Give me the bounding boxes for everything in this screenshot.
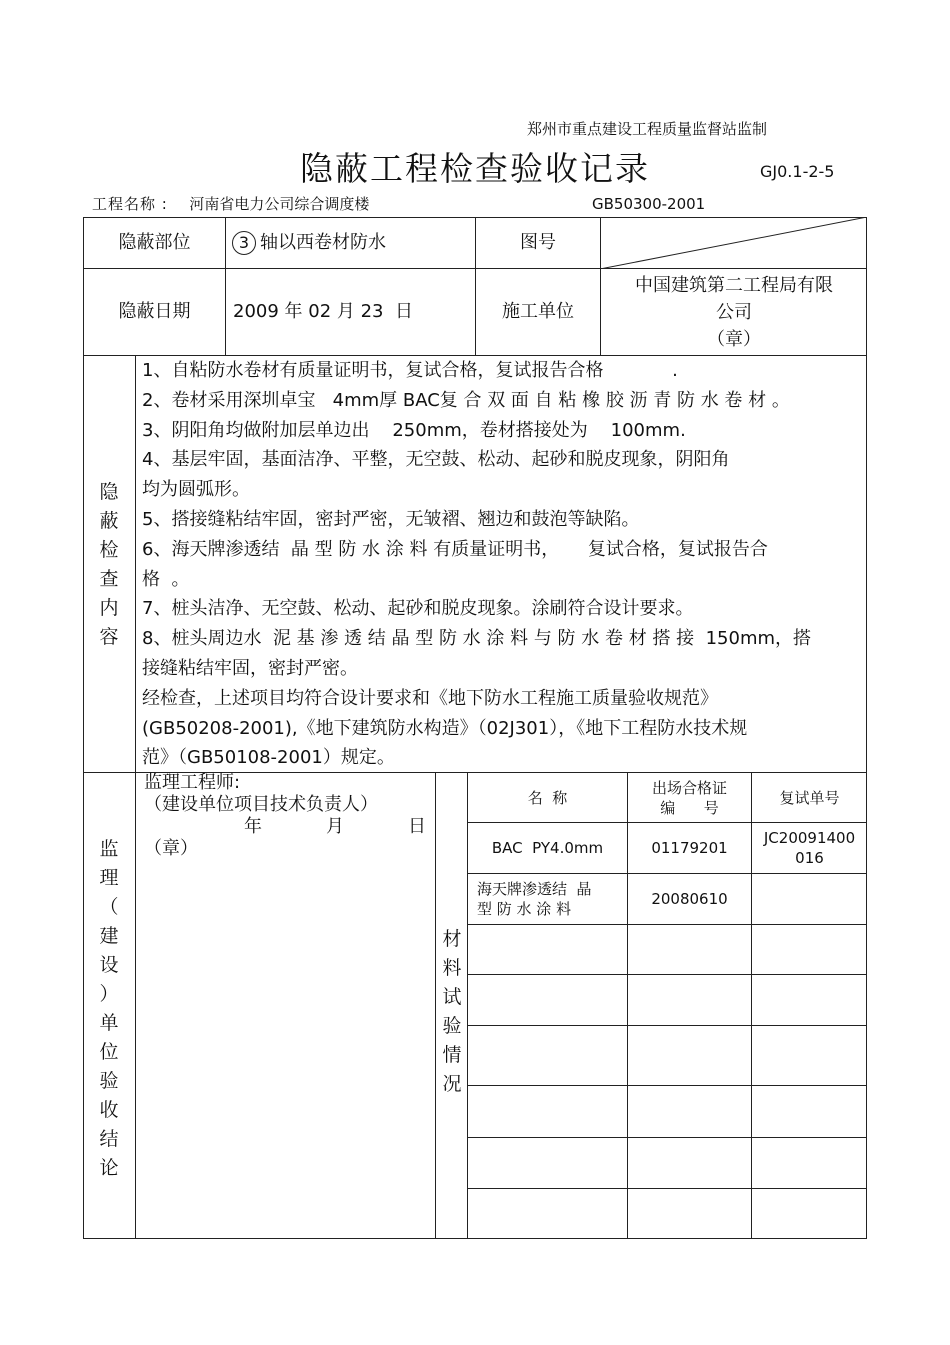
inspection-line: 格 。 <box>142 568 190 590</box>
conclusion-seal: （章） <box>144 838 198 859</box>
owner-label: （建设单位项目技术负责人） <box>144 794 378 815</box>
inspection-line: 3、阴阳角均做附加层单边出 250mm，卷材搭接处为 100mm. <box>142 419 686 441</box>
hidden-date-label: 隐蔽日期 <box>118 301 191 322</box>
mat-row-divider <box>467 974 867 975</box>
col-name-header: 名 称 <box>527 788 568 807</box>
mat-row-divider <box>467 924 867 925</box>
inspection-line: 8、桩头周边水 泥 基 渗 透 结 晶 型 防 水 涂 料 与 防 水 卷 材 搭 接 150mm，搭 <box>142 628 812 650</box>
drawing-diagonal <box>600 217 867 269</box>
project-name: 河南省电力公司综合调度楼 <box>189 195 370 213</box>
mat-row-divider <box>467 1137 867 1138</box>
drawing-number-label: 图号 <box>520 232 556 253</box>
inspection-content <box>142 356 860 773</box>
mat-row-divider <box>467 1188 867 1189</box>
material-test-label: 材 料 试 验 情 况 <box>442 928 462 1095</box>
material-name: 海天牌渗透结 晶 型 防 水 涂 料 <box>477 880 592 918</box>
col-retest-header: 复试单号 <box>779 788 840 807</box>
construction-unit-value <box>601 269 867 355</box>
inspection-line: 经检查，上述项目均符合设计要求和《地下防水工程施工质量验收规范》 <box>142 687 718 709</box>
mat-row-divider <box>467 1025 867 1026</box>
hidden-part-label: 隐蔽部位 <box>118 232 191 253</box>
inspection-line: 5、搭接缝粘结牢固，密封严密，无皱褶、翘边和鼓泡等缺陷。 <box>142 508 640 530</box>
page-title: 隐蔽工程检查验收记录 <box>300 149 650 188</box>
unit-seal: （章） <box>707 328 761 350</box>
inspection-side-label: 隐 蔽 检 查 内 容 <box>99 481 119 648</box>
hidden-date-value: 2009 年 02 月 23 日 <box>233 301 413 322</box>
standard-code: GB50300-2001 <box>592 195 706 213</box>
sign-date: 年 月 日 <box>244 816 426 837</box>
engineer-label: 监理工程师: <box>144 772 241 793</box>
mat-row-divider <box>467 1085 867 1086</box>
inspection-line: 4、基层牢固，基面洁净、平整，无空鼓、松动、起砂和脱皮现象，阴阳角 <box>142 449 730 471</box>
inspection-line: 6、海天牌渗透结 晶 型 防 水 涂 料 有质量证明书， 复试合格，复试报告合 <box>142 538 768 560</box>
project-label: 工程名称 : <box>92 195 168 213</box>
inspection-line: 均为圆弧形。 <box>142 479 250 501</box>
construction-unit-label: 施工单位 <box>502 301 574 322</box>
inspection-line: 2、卷材采用深圳卓宝 4mm厚 BAC复 合 双 面 自 粘 橡 胶 沥 青 防 水 卷 材 。 <box>142 389 790 411</box>
inspection-line: 7、桩头洁净、无空鼓、松动、起砂和脱皮现象。涂刷符合设计要求。 <box>142 598 694 620</box>
axis-circle: 3 <box>232 231 256 255</box>
col-cert-header: 出场合格证 编 号 <box>651 778 727 817</box>
unit-line-1: 中国建筑第二工程局有限 <box>635 274 833 296</box>
col-divider <box>135 355 136 1239</box>
inspection-line: (GB50208-2001),《地下建筑防水构造》（02J301），《地下工程防水技术规 <box>142 717 748 739</box>
hidden-part-text: 轴以西卷材防水 <box>260 232 386 253</box>
material-cert: 20080610 <box>651 890 728 908</box>
supervisor-text: 郑州市重点建设工程质量监督站监制 <box>527 120 768 138</box>
inspection-line: 范》（GB50108-2001）规定。 <box>142 747 395 769</box>
material-name: BAC PY4.0mm <box>491 839 604 857</box>
inspection-line: 1、自粘防水卷材有质量证明书，复试合格，复试报告合格 . <box>142 360 678 381</box>
inspection-line: 接缝粘结牢固，密封严密。 <box>142 657 358 679</box>
hidden-part-value <box>226 218 475 268</box>
supervisor-signature <box>144 772 426 860</box>
form-code: GJ0.1-2-5 <box>760 162 835 181</box>
project-line <box>92 193 369 214</box>
material-retest: JC20091400 016 <box>763 829 856 867</box>
unit-line-2: 公司 <box>716 301 752 323</box>
conclusion-side-label: 监 理 （ 建 设 ） 单 位 验 收 结 论 <box>99 838 119 1179</box>
material-cert: 01179201 <box>651 839 728 857</box>
